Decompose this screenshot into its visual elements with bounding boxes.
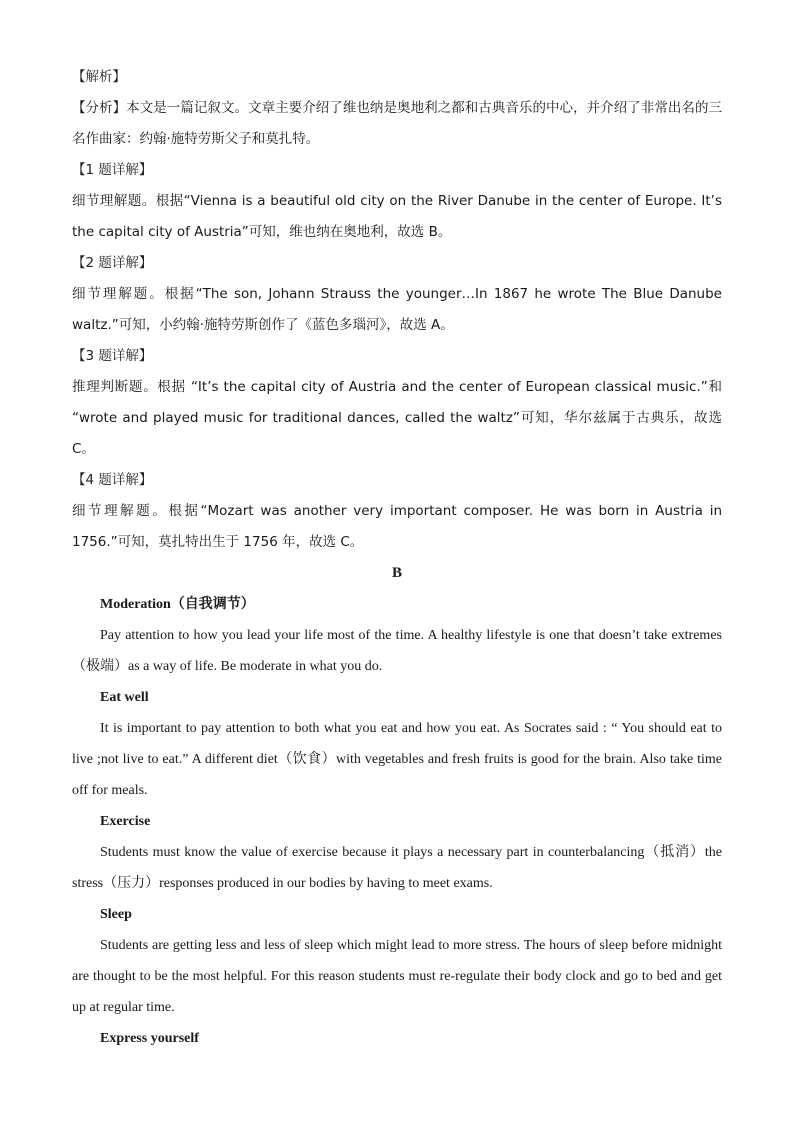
section-sleep-heading: Sleep bbox=[100, 907, 132, 922]
question-1-explanation: 细节理解题。根据“Vienna is a beautiful old city on the River Danube in the center of Europe. It’s the capital city of Austria”可知，维也纳在奥地利，故选 B。 bbox=[72, 193, 722, 240]
section-exercise-text: Students must know the value of exercise because it plays a necessary part in counterbalancing（抵消）the stress（压力）responses produced in our bodies by having to meet exams. bbox=[72, 845, 722, 891]
question-2-heading: 【2 题详解】 bbox=[72, 255, 153, 271]
passage-b-label: B bbox=[391, 565, 402, 581]
question-1-heading: 【1 题详解】 bbox=[72, 162, 153, 178]
question-4-explanation: 细节理解题。根据“Mozart was another very important composer. He was born in Austria in 1756.”可知，莫扎特出生于 1756 年，故选 C。 bbox=[72, 503, 722, 550]
question-4-heading: 【4 题详解】 bbox=[72, 472, 153, 488]
analysis-tag: 【解析】 bbox=[72, 69, 126, 85]
question-3-explanation: 推理判断题。根据 “It’s the capital city of Austria and the center of European classical music.”和 “wrote and played music for traditional dances, called the waltz”可知，华尔兹属于古典乐，故选 C。 bbox=[72, 379, 722, 457]
section-eat-well-heading: Eat well bbox=[100, 690, 149, 705]
document-page bbox=[72, 62, 722, 1054]
section-sleep-text: Students are getting less and less of sleep which might lead to more stress. The hours of sleep before midnight are thought to be the most helpful. For this reason students must re-regulate their body clock and go to bed and get up at regular time. bbox=[72, 938, 722, 1015]
section-eat-well-text: It is important to pay attention to both what you eat and how you eat. As Socrates said : “ You should eat to live ;not live to eat.” A different diet（饮食）with vegetables and fresh fruits is good for the brain. Also take time off for meals. bbox=[72, 721, 722, 798]
section-express-heading: Express yourself bbox=[100, 1031, 199, 1046]
question-3-heading: 【3 题详解】 bbox=[72, 348, 153, 364]
passage-b-intro: Pay attention to how you lead your life most of the time. A healthy lifestyle is one that doesn’t take extremes（极端）as a way of life. Be moderate in what you do. bbox=[72, 628, 722, 674]
question-2-explanation: 细节理解题。根据“The son, Johann Strauss the younger…In 1867 he wrote The Blue Danube waltz.”可知，小约翰·施特劳斯创作了《蓝色多瑙河》，故选 A。 bbox=[72, 286, 722, 333]
section-exercise-heading: Exercise bbox=[100, 814, 151, 829]
analysis-summary: 【分析】本文是一篇记叙文。文章主要介绍了维也纳是奥地利之都和古典音乐的中心，并介绍了非常出名的三名作曲家：约翰·施特劳斯父子和莫扎特。 bbox=[72, 100, 722, 147]
passage-b-title: Moderation（自我调节） bbox=[100, 597, 255, 612]
